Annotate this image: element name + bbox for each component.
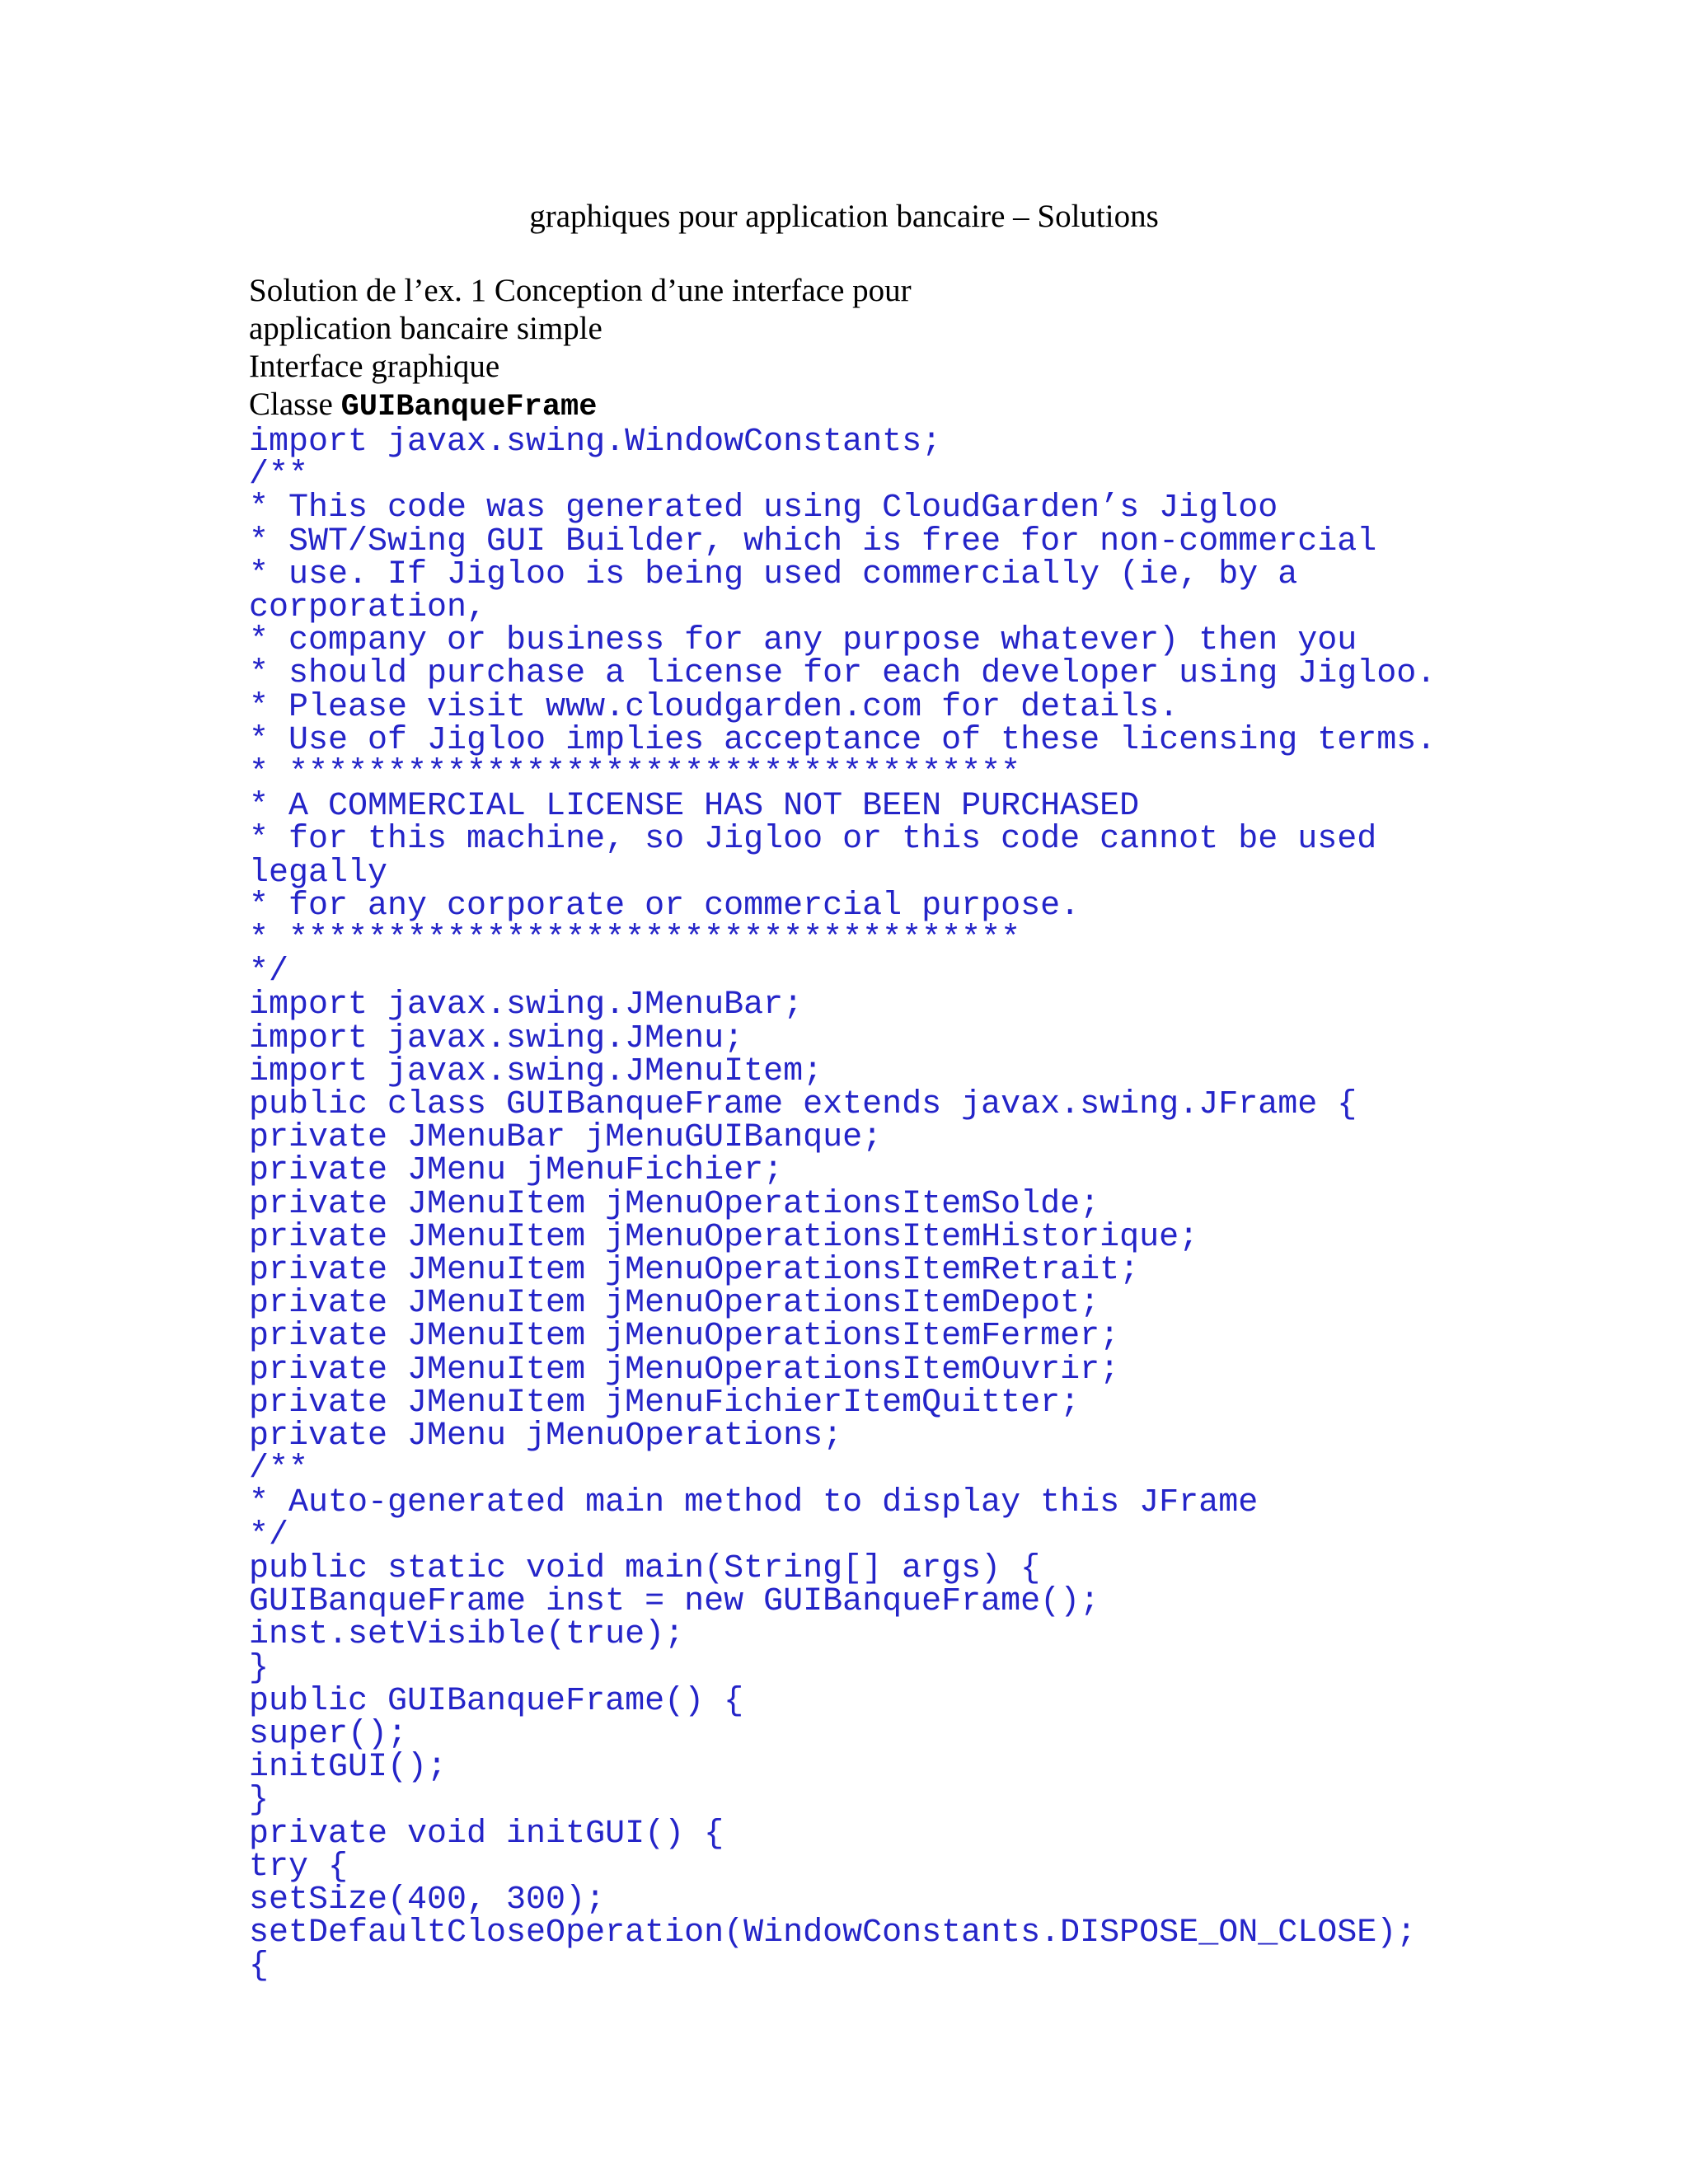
code-line: private JMenuItem jMenuOperationsItemOuvrir; (249, 1351, 1120, 1389)
code-line: * Please visit www.cloudgarden.com for details. (249, 688, 1179, 726)
code-line: import javax.swing.JMenuBar; (249, 987, 804, 1024)
code-line: private JMenuItem jMenuOperationsItemFermer; (249, 1318, 1120, 1356)
code-line: private JMenuBar jMenuGUIBanque; (249, 1119, 883, 1157)
code-line: * for any corporate or commercial purpose. (249, 887, 1081, 925)
code-line: /** (249, 1451, 309, 1488)
code-line: * ************************************* (249, 921, 1021, 958)
solution-heading-line-1: Solution de l’ex. 1 Conception d’une interface pour (249, 273, 912, 308)
code-line: private JMenu jMenuFichier; (249, 1152, 784, 1190)
code-line: setSize(400, 300); (249, 1881, 606, 1919)
code-line: * use. If Jigloo is being used commercially (ie, by a (249, 555, 1298, 593)
code-line: { (249, 1947, 270, 1985)
code-line: private JMenuItem jMenuOperationsItemHistorique; (249, 1218, 1199, 1256)
code-line: * for this machine, so Jigloo or this code cannot be used (249, 821, 1377, 859)
code-line: private JMenuItem jMenuFichierItemQuitter; (249, 1384, 1081, 1422)
code-line: public class GUIBanqueFrame extends javax.swing.JFrame { (249, 1086, 1357, 1124)
code-line: * Use of Jigloo implies acceptance of these licensing terms. (249, 721, 1437, 759)
code-line: * company or business for any purpose whatever) then you (249, 622, 1357, 660)
code-line: */ (249, 954, 289, 991)
code-line: public GUIBanqueFrame() { (249, 1682, 744, 1720)
code-line: * should purchase a license for each developer using Jigloo. (249, 655, 1437, 693)
code-line: private JMenu jMenuOperations; (249, 1418, 843, 1455)
code-line: private JMenuItem jMenuOperationsItemRetrait; (249, 1252, 1140, 1290)
section-subheading: Interface graphique (249, 349, 500, 384)
code-line: super(); (249, 1715, 408, 1753)
code-line: } (249, 1782, 270, 1820)
class-heading (249, 386, 1650, 426)
code-line: setDefaultCloseOperation(WindowConstants.DISPOSE_ON_CLOSE); (249, 1915, 1417, 1952)
code-line: legally (249, 854, 388, 892)
code-line: import javax.swing.JMenu; (249, 1019, 744, 1057)
code-line: private void initGUI() { (249, 1815, 724, 1853)
code-line: */ (249, 1516, 289, 1554)
code-line: * ************************************* (249, 755, 1021, 793)
page-title: graphiques pour application bancaire – Solutions (529, 199, 1159, 234)
code-listing (249, 426, 1650, 1984)
class-name: GUIBanqueFrame (340, 390, 598, 424)
code-line: } (249, 1649, 270, 1687)
document-body (249, 272, 1650, 1984)
code-line: * A COMMERCIAL LICENSE HAS NOT BEEN PURCHASED (249, 788, 1140, 826)
code-line: inst.setVisible(true); (249, 1616, 685, 1654)
solution-heading-line-2: application bancaire simple (249, 311, 603, 346)
code-line: * SWT/Swing GUI Builder, which is free for non-commercial (249, 523, 1377, 560)
code-line: public static void main(String[] args) { (249, 1549, 1041, 1587)
code-line: import javax.swing.WindowConstants; (249, 424, 942, 461)
code-line: * This code was generated using CloudGarden’s Jigloo (249, 490, 1278, 527)
code-line: try { (249, 1848, 349, 1886)
code-line: initGUI(); (249, 1749, 448, 1787)
code-line: GUIBanqueFrame inst = new GUIBanqueFrame(); (249, 1583, 1100, 1621)
code-line: corporation, (249, 589, 487, 627)
code-line: private JMenuItem jMenuOperationsItemSolde; (249, 1185, 1100, 1223)
class-prefix: Classe (249, 387, 341, 422)
code-line: /** (249, 457, 309, 494)
code-line: import javax.swing.JMenuItem; (249, 1052, 823, 1090)
code-line: private JMenuItem jMenuOperationsItemDepot; (249, 1285, 1100, 1323)
code-line: * Auto-generated main method to display this JFrame (249, 1483, 1259, 1521)
